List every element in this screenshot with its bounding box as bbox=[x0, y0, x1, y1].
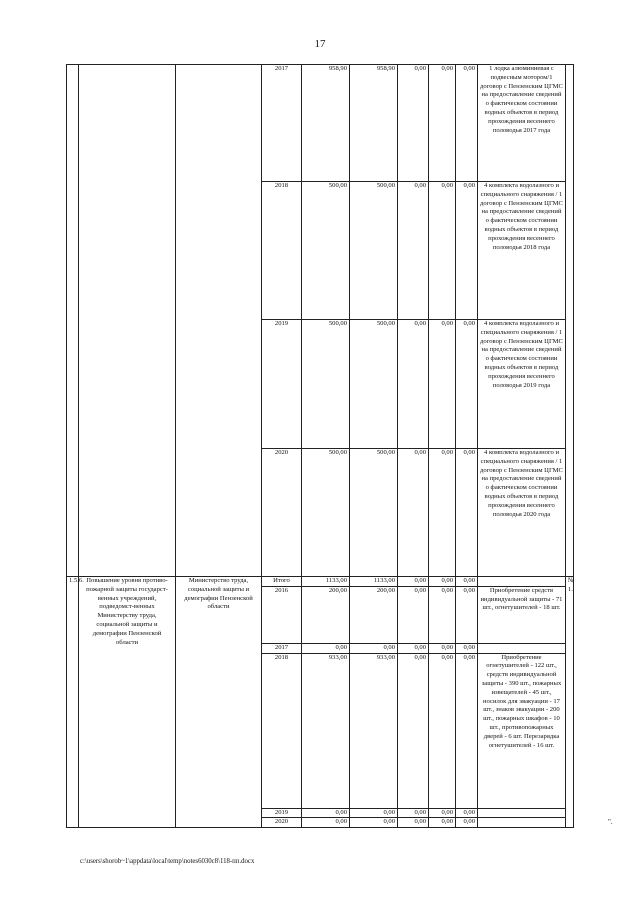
federal-budget-cell: 0,00 bbox=[398, 449, 429, 577]
local-budget-cell: 0,00 bbox=[429, 643, 456, 653]
other-sources-cell: 0,00 bbox=[456, 65, 478, 182]
result-cell bbox=[478, 808, 566, 818]
total-cell: 0,00 bbox=[302, 643, 350, 653]
activity-name-cell bbox=[79, 65, 176, 577]
federal-budget-cell: 0,00 bbox=[398, 182, 429, 320]
regional-budget-cell: 1133,00 bbox=[350, 577, 398, 587]
total-cell: 200,00 bbox=[302, 586, 350, 643]
local-budget-cell: 0,00 bbox=[429, 65, 456, 182]
local-budget-cell: 0,00 bbox=[429, 653, 456, 808]
program-activities-table bbox=[66, 64, 574, 828]
other-sources-cell: 0,00 bbox=[456, 577, 478, 587]
year-cell: 2017 bbox=[262, 643, 302, 653]
indicator-cell: № 1. bbox=[566, 577, 574, 828]
year-cell: 2019 bbox=[262, 320, 302, 449]
total-cell: 500,00 bbox=[302, 320, 350, 449]
federal-budget-cell: 0,00 bbox=[398, 808, 429, 818]
federal-budget-cell: 0,00 bbox=[398, 818, 429, 828]
other-sources-cell: 0,00 bbox=[456, 808, 478, 818]
federal-budget-cell: 0,00 bbox=[398, 653, 429, 808]
table-row bbox=[67, 65, 574, 182]
regional-budget-cell: 200,00 bbox=[350, 586, 398, 643]
total-cell: 500,00 bbox=[302, 182, 350, 320]
year-cell: 2016 bbox=[262, 586, 302, 643]
result-cell: 4 комплекта водолазного и специального снаряжения / 1 договор с Пензенским ЦГМС на предоставление сведений о фактическом состоянии водных объектов в период прохождения весеннего половодья 2020 года bbox=[478, 449, 566, 577]
result-cell bbox=[478, 577, 566, 587]
result-cell: 4 комплекта водолазного и специального снаряжения / 1 договор с Пензенским ЦГМС на предоставление сведений о фактическом состоянии водных объектов в период прохождения весеннего половодья 2018 года bbox=[478, 182, 566, 320]
other-sources-cell: 0,00 bbox=[456, 586, 478, 643]
activity-name-cell: Повышение уровня противо-пожарной защиты государст-венных учреждений, подведомст-венных Министерству труда, социальной защиты и демографии Пензенской области bbox=[79, 577, 176, 828]
year-cell: 2017 bbox=[262, 65, 302, 182]
year-cell: 2020 bbox=[262, 449, 302, 577]
result-cell: 4 комплекта водолазного и специального снаряжения / 1 договор с Пензенским ЦГМС на предоставление сведений о фактическом состоянии водных объектов в период прохождения весеннего половодья 2019 года bbox=[478, 320, 566, 449]
other-sources-cell: 0,00 bbox=[456, 818, 478, 828]
result-cell: 1 лодка алюминиевая с подвесным мотором/1 договор с Пензенским ЦГМС на предоставление сведений о фактическом состоянии водных объектов в период прохождения весеннего половодья 2017 года bbox=[478, 65, 566, 182]
local-budget-cell: 0,00 bbox=[429, 577, 456, 587]
footer-file-path: c:\users\shorob~1\appdata\local\temp\notes6030c8\118-пп.docx bbox=[80, 858, 255, 865]
regional-budget-cell: 0,00 bbox=[350, 818, 398, 828]
total-cell: 0,00 bbox=[302, 808, 350, 818]
regional-budget-cell: 0,00 bbox=[350, 808, 398, 818]
federal-budget-cell: 0,00 bbox=[398, 586, 429, 643]
table-row bbox=[67, 577, 574, 587]
other-sources-cell: 0,00 bbox=[456, 182, 478, 320]
regional-budget-cell: 500,00 bbox=[350, 182, 398, 320]
year-cell: 2019 bbox=[262, 808, 302, 818]
regional-budget-cell: 500,00 bbox=[350, 449, 398, 577]
local-budget-cell: 0,00 bbox=[429, 808, 456, 818]
other-sources-cell: 0,00 bbox=[456, 653, 478, 808]
year-cell: Итого bbox=[262, 577, 302, 587]
regional-budget-cell: 500,00 bbox=[350, 320, 398, 449]
local-budget-cell: 0,00 bbox=[429, 320, 456, 449]
local-budget-cell: 0,00 bbox=[429, 182, 456, 320]
regional-budget-cell: 0,00 bbox=[350, 643, 398, 653]
number-cell: 1.5.6. bbox=[67, 577, 79, 828]
federal-budget-cell: 0,00 bbox=[398, 643, 429, 653]
local-budget-cell: 0,00 bbox=[429, 449, 456, 577]
year-cell: 2018 bbox=[262, 653, 302, 808]
total-cell: 1133,00 bbox=[302, 577, 350, 587]
executor-cell: Министерство труда, социальной защиты и демографии Пензенской области bbox=[176, 577, 262, 828]
total-cell: 958,90 bbox=[302, 65, 350, 182]
federal-budget-cell: 0,00 bbox=[398, 65, 429, 182]
result-cell bbox=[478, 818, 566, 828]
indicator-cell bbox=[566, 65, 574, 577]
total-cell: 0,00 bbox=[302, 818, 350, 828]
year-cell: 2018 bbox=[262, 182, 302, 320]
regional-budget-cell: 958,90 bbox=[350, 65, 398, 182]
federal-budget-cell: 0,00 bbox=[398, 577, 429, 587]
executor-cell bbox=[176, 65, 262, 577]
total-cell: 500,00 bbox=[302, 449, 350, 577]
other-sources-cell: 0,00 bbox=[456, 320, 478, 449]
local-budget-cell: 0,00 bbox=[429, 818, 456, 828]
local-budget-cell: 0,00 bbox=[429, 586, 456, 643]
closing-quote: ". bbox=[608, 818, 613, 826]
year-cell: 2020 bbox=[262, 818, 302, 828]
result-cell: Приобретение огнетушителей - 122 шт., средств индивидуальной защиты - 390 шт., пожарных извещателей - 45 шт., носилок для эвакуации - 17 шт., знаков эвакуации - 200 шт., пожарных шкафов - 10 шт., противопожарных дверей - 6 шт. Перезарядка огнетушителей - 16 шт. bbox=[478, 653, 566, 808]
other-sources-cell: 0,00 bbox=[456, 449, 478, 577]
regional-budget-cell: 933,00 bbox=[350, 653, 398, 808]
federal-budget-cell: 0,00 bbox=[398, 320, 429, 449]
other-sources-cell: 0,00 bbox=[456, 643, 478, 653]
total-cell: 933,00 bbox=[302, 653, 350, 808]
number-cell bbox=[67, 65, 79, 577]
result-cell bbox=[478, 643, 566, 653]
page-number: 17 bbox=[314, 38, 326, 50]
result-cell: Приобретение средств индивидуальной защиты - 71 шт., огнетушителей - 18 шт. bbox=[478, 586, 566, 643]
